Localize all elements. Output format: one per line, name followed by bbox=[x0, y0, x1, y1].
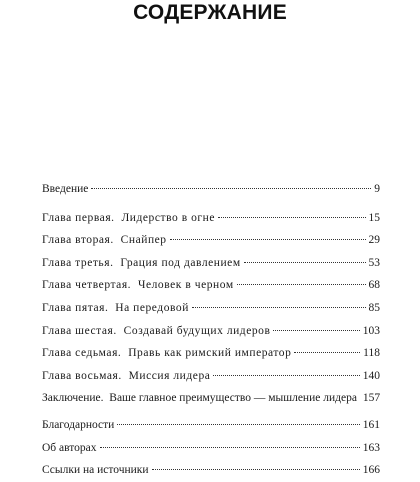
toc-entry-about-authors bbox=[42, 437, 380, 460]
toc-entry-label: Глава пятая. На передовой bbox=[42, 301, 189, 314]
dot-leader bbox=[117, 424, 359, 425]
toc-entry-page: 140 bbox=[362, 369, 380, 382]
toc-entry-page: 103 bbox=[362, 324, 380, 337]
toc-entry-label: Глава первая. Лидерство в огне bbox=[42, 211, 216, 224]
toc-entry-page: 85 bbox=[368, 301, 380, 314]
toc-entry-page: 161 bbox=[362, 418, 380, 431]
toc-entry-chapter-1 bbox=[42, 207, 380, 230]
toc-entry-label: Глава седьмая. Правь как римский император bbox=[42, 347, 292, 360]
toc-entry-label: Об авторах bbox=[42, 441, 97, 454]
toc-entry-chapter-7 bbox=[42, 342, 380, 365]
toc-entry-label: Глава шестая. Создавай будущих лидеров bbox=[42, 324, 271, 337]
toc-entry-chapter-4 bbox=[42, 274, 380, 297]
toc-entry-chapter-8 bbox=[42, 365, 380, 388]
toc-entry-page: 68 bbox=[368, 279, 380, 292]
dot-leader bbox=[244, 262, 366, 263]
toc-entry-introduction bbox=[42, 178, 380, 201]
toc-entry-conclusion bbox=[42, 387, 380, 410]
dot-leader bbox=[273, 330, 359, 331]
toc-entry-page: 15 bbox=[368, 211, 380, 224]
toc-entry-acknowledgements bbox=[42, 414, 380, 437]
dot-leader bbox=[152, 469, 360, 470]
toc-entry-chapter-6 bbox=[42, 320, 380, 343]
dot-leader bbox=[192, 307, 366, 308]
dot-leader bbox=[91, 188, 371, 189]
dot-leader bbox=[294, 352, 360, 353]
toc-entry-page: 53 bbox=[368, 256, 380, 269]
toc-entry-label: Глава вторая. Снайпер bbox=[42, 234, 167, 247]
dot-leader bbox=[237, 284, 366, 285]
table-of-contents bbox=[42, 178, 380, 482]
dot-leader bbox=[218, 217, 365, 218]
dot-leader bbox=[100, 447, 360, 448]
toc-entry-page: 157 bbox=[362, 392, 381, 405]
dot-leader bbox=[213, 375, 359, 376]
toc-entry-page: 163 bbox=[362, 441, 380, 454]
toc-entry-chapter-2 bbox=[42, 229, 380, 252]
toc-entry-label: Глава третья. Грация под давлением bbox=[42, 256, 241, 269]
toc-entry-page: 29 bbox=[368, 234, 380, 247]
toc-entry-label: Введение bbox=[42, 183, 89, 195]
toc-entry-label: Ссылки на источники bbox=[42, 464, 149, 477]
toc-entry-page: 118 bbox=[363, 347, 380, 360]
toc-entry-page: 9 bbox=[374, 183, 380, 195]
toc-entry-label: Глава восьмая. Миссия лидера bbox=[42, 369, 211, 382]
toc-entry-label: Глава четвертая. Человек в черном bbox=[42, 279, 234, 292]
toc-entry-chapter-3 bbox=[42, 252, 380, 275]
page-title: СОДЕРЖАНИЕ bbox=[133, 1, 287, 24]
toc-entry-references bbox=[42, 459, 380, 482]
dot-leader bbox=[170, 239, 366, 240]
toc-entry-label: Заключение. Ваше главное преимущество — мышление лидера bbox=[42, 392, 357, 405]
toc-entry-chapter-5 bbox=[42, 297, 380, 320]
toc-entry-page: 166 bbox=[362, 464, 380, 477]
toc-entry-label: Благодарности bbox=[42, 418, 115, 431]
